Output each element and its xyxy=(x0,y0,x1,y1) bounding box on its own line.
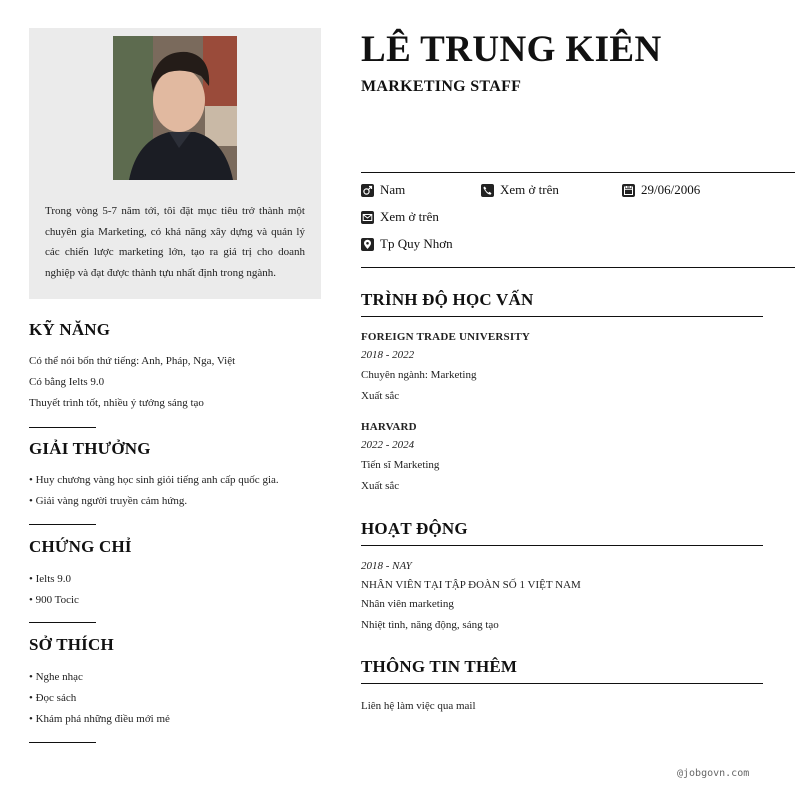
list-item: Có thể nói bốn thứ tiếng: Anh, Pháp, Nga, Việt xyxy=(29,355,236,367)
list-item: • Khám phá những điều mới mẻ xyxy=(29,712,170,725)
divider xyxy=(29,622,96,623)
hobbies-list xyxy=(29,667,321,729)
hobbies-heading: SỞ THÍCH xyxy=(29,635,114,654)
divider xyxy=(29,427,96,428)
contact-birthday xyxy=(622,182,700,198)
education-entry xyxy=(361,328,763,406)
birthday-value: 29/06/2006 xyxy=(641,182,701,197)
education-detail: Xuất sắc xyxy=(361,389,400,402)
activity-detail: Nhân viên marketing xyxy=(361,598,454,610)
candidate-name: LÊ TRUNG KIÊN xyxy=(361,29,662,70)
contact-email xyxy=(361,209,439,225)
certificates-list xyxy=(29,569,321,611)
watermark: @jobgovn.com xyxy=(677,768,750,779)
gender-value: Nam xyxy=(380,182,406,197)
divider xyxy=(361,683,763,684)
school-name: HARVARD xyxy=(361,421,417,433)
activity-detail: Nhiệt tình, năng động, sáng tạo xyxy=(361,618,499,631)
education-detail: Xuất sắc xyxy=(361,479,400,492)
location-pin-icon xyxy=(361,238,374,251)
awards-heading: GIẢI THƯỞNG xyxy=(29,439,151,458)
list-item: • Nghe nhạc xyxy=(29,671,83,683)
divider xyxy=(29,524,96,525)
address-value: Tp Quy Nhơn xyxy=(380,236,453,251)
study-period: 2018 - 2022 xyxy=(361,349,415,361)
profile-photo-illustration xyxy=(113,36,237,180)
list-item: • Huy chương vàng học sinh giỏi tiếng anh cấp quốc gia. xyxy=(29,474,279,486)
gender-icon xyxy=(361,184,374,197)
activities-heading: HOẠT ĐỘNG xyxy=(361,519,468,538)
email-value: Xem ở trên xyxy=(380,209,439,224)
activity-entry xyxy=(361,557,763,635)
phone-value: Xem ở trên xyxy=(500,182,559,197)
divider xyxy=(361,267,795,268)
calendar-icon xyxy=(622,184,635,197)
extra-info xyxy=(361,696,763,717)
divider xyxy=(361,545,763,546)
education-heading: TRÌNH ĐỘ HỌC VẤN xyxy=(361,290,534,309)
profile-photo xyxy=(113,36,237,180)
skills-heading: KỸ NĂNG xyxy=(29,320,111,339)
list-item: • 900 Tocic xyxy=(29,593,79,606)
list-item: • Đọc sách xyxy=(29,691,77,704)
activity-role: NHÂN VIÊN TẠI TẬP ĐOÀN SỐ 1 VIỆT NAM xyxy=(361,579,581,591)
career-objective: Trong vòng 5-7 năm tới, tôi đặt mục tiêu trở thành một chuyên gia Marketing, có khả năng xây dựng và quản lý các chiến lược marketing lớn, tạo ra giá trị cho doanh nghiệp và đạt được thành tựu nhất định trong ngành. xyxy=(45,205,305,279)
contact-address xyxy=(361,236,453,252)
list-item: Có bằng Ielts 9.0 xyxy=(29,375,105,388)
school-name: FOREIGN TRADE UNIVERSITY xyxy=(361,331,531,343)
education-detail: Chuyên ngành: Marketing xyxy=(361,369,477,381)
certificates-heading: CHỨNG CHỈ xyxy=(29,537,132,556)
list-item: • Giải vàng người truyền cảm hứng. xyxy=(29,494,188,507)
phone-icon xyxy=(481,184,494,197)
divider xyxy=(361,172,795,173)
skills-list xyxy=(29,351,321,413)
study-period: 2022 - 2024 xyxy=(361,439,415,451)
awards-list xyxy=(29,470,321,512)
list-item: • Ielts 9.0 xyxy=(29,573,72,585)
activity-period: 2018 - NAY xyxy=(361,560,412,572)
extra-info-text: Liên hệ làm việc qua mail xyxy=(361,700,476,712)
divider xyxy=(361,316,763,317)
profile-panel xyxy=(29,28,321,299)
contact-gender xyxy=(361,182,405,198)
extra-info-heading: THÔNG TIN THÊM xyxy=(361,657,518,676)
list-item: Thuyết trình tốt, nhiều ý tưởng sáng tạo xyxy=(29,396,204,409)
job-title: MARKETING STAFF xyxy=(361,78,522,95)
education-detail: Tiến sĩ Marketing xyxy=(361,459,440,471)
contact-phone xyxy=(481,182,559,198)
envelope-icon xyxy=(361,211,374,224)
education-entry xyxy=(361,418,763,496)
divider xyxy=(29,742,96,743)
